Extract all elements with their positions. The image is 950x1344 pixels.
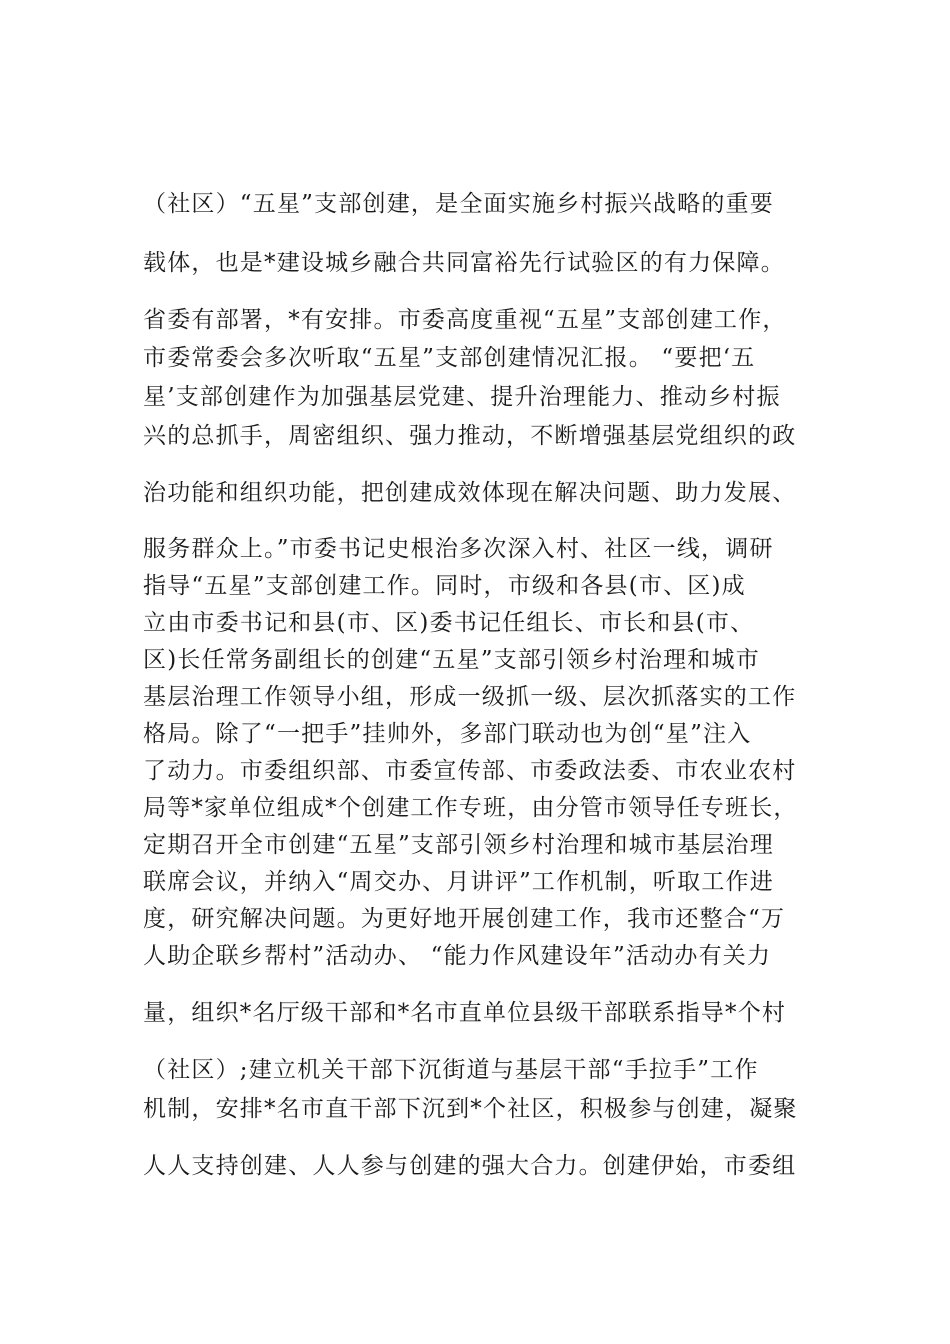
text-line: 星’支部创建作为加强基层党建、提升治理能力、推动乡村振 — [143, 384, 781, 410]
text-line: 立由市委书记和县(市、区)委书记任组长、市长和县(市、 — [143, 610, 755, 636]
text-line: 了动力。市委组织部、市委宣传部、市委政法委、市农业农村 — [143, 758, 797, 784]
text-line: 人人支持创建、人人参与创建的强大合力。创建伊始，市委组 — [143, 1153, 797, 1179]
text-line: 区)长任常务副组长的创建“五星”支部引领乡村治理和城市 — [143, 647, 760, 673]
text-line: 量，组织*名厅级干部和*名市直单位县级干部联系指导*个村 — [143, 1000, 787, 1026]
text-line: 人助企联乡帮村”活动办、 “能力作风建设年”活动办有关力 — [143, 943, 772, 969]
text-line: （社区）;建立机关干部下沉街道与基层干部“手拉手”工作 — [143, 1057, 759, 1083]
text-line: 省委有部署，*有安排。市委高度重视“五星”支部创建工作， — [143, 307, 787, 333]
text-line: 格局。除了“一把手”挂帅外，多部门联动也为创“星”注入 — [143, 721, 752, 747]
text-line: 联席会议，并纳入“周交办、月讲评”工作机制，听取工作进 — [143, 869, 774, 895]
text-line: 基层治理工作领导小组，形成一级抓一级、层次抓落实的工作 — [143, 684, 797, 710]
text-line: 机制，安排*名市直干部下沉到*个社区，积极参与创建，凝聚 — [143, 1096, 798, 1122]
text-line: 治功能和组织功能，把创建成效体现在解决问题、助力发展、 — [143, 480, 797, 506]
text-line: 服务群众上。”市委书记史根治多次深入村、社区一线，调研 — [143, 536, 774, 562]
text-line: 度，研究解决问题。为更好地开展创建工作，我市还整合“万 — [143, 906, 786, 932]
text-line: 市委常委会多次听取“五星”支部创建情况汇报。 “要把‘五 — [143, 345, 756, 371]
text-line: 兴的总抓手，周密组织、强力推动，不断增强基层党组织的政 — [143, 423, 797, 449]
text-line: 定期召开全市创建“五星”支部引领乡村治理和城市基层治理 — [143, 832, 774, 858]
text-line: 载体，也是*建设城乡融合共同富裕先行试验区的有力保障。 — [143, 250, 785, 276]
text-line: 局等*家单位组成*个创建工作专班，由分管市领导任专班长， — [143, 795, 798, 821]
text-line: 指导“五星”支部创建工作。同时，市级和各县(市、区)成 — [143, 573, 746, 599]
text-line: （社区）“五星”支部创建，是全面实施乡村振兴战略的重要 — [143, 191, 774, 217]
